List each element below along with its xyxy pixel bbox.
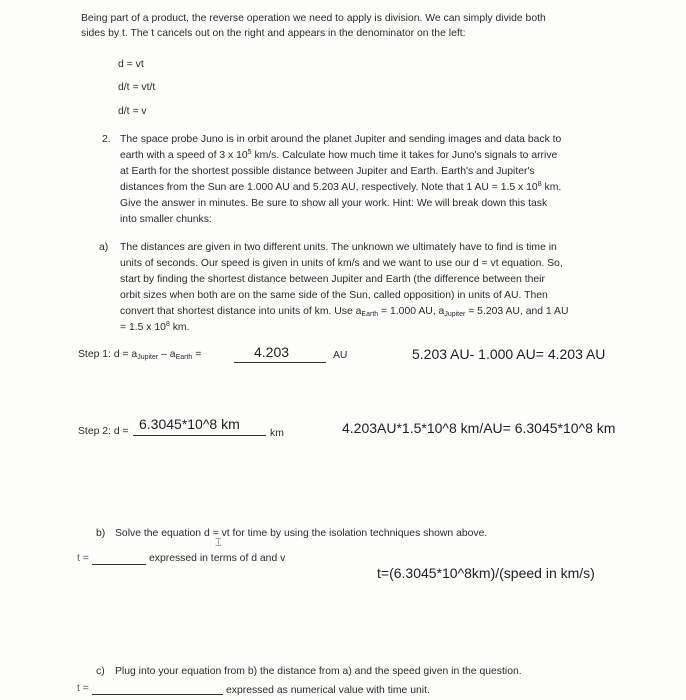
part-a-line-4: orbit sizes when both are on the same side of the Sun, called opposition) in units of AU. Then <box>120 290 548 301</box>
step-1-minus: – a <box>158 349 176 360</box>
step-1-work: 5.203 AU- 1.000 AU= 4.203 AU <box>412 346 606 362</box>
q2-line-4 <box>120 180 561 195</box>
q2-exponent-5: 5 <box>247 149 252 156</box>
q2-line-2b: km/s. Calculate how much time it takes for Juno's signals to arrive <box>251 150 558 161</box>
part-c-hint: expressed as numerical value with time unit. <box>226 685 430 696</box>
sub-earth: Earth <box>361 311 379 318</box>
part-a-line-5c: = 5.203 AU, and 1 AU <box>465 306 569 317</box>
intro-line-2: sides by t. The t cancels out on the right and appears in the denominator on the left: <box>81 28 466 39</box>
step-1-sub-earth: Earth <box>175 354 193 361</box>
part-b-t-label: t = <box>77 553 89 564</box>
part-a-line-2: units of seconds. Our speed is given in units of km/s and we want to use our d = vt equation. So, <box>120 258 563 269</box>
insertion-caret-icon: ⌶ <box>215 537 222 549</box>
step-2-unit: km <box>270 428 284 439</box>
step-1-label <box>78 347 201 365</box>
part-b-answer-field[interactable] <box>92 552 146 565</box>
part-a-exponent-8: 8 <box>165 321 170 328</box>
step-1-sub-jupiter: Jupiter <box>137 354 159 361</box>
part-a-line-5a: convert that shortest distance into units of km. Use a <box>120 306 362 317</box>
step-1-equals: = <box>192 349 202 360</box>
part-b-work: t=(6.3045*10^8km)/(speed in km/s) <box>377 565 595 581</box>
equation-3: d/t = v <box>118 106 147 117</box>
q2-line-4b: km. <box>541 182 562 193</box>
step-1-unit: AU <box>333 350 348 361</box>
step-2-work: 4.203AU*1.5*10^8 km/AU= 6.3045*10^8 km <box>342 420 616 436</box>
part-a-line-6b: km. <box>169 322 190 333</box>
step-2-answer-field[interactable] <box>133 415 266 436</box>
part-a-line-3: start by finding the shortest distance between Jupiter and Earth (the difference between their <box>120 274 545 285</box>
q2-line-4a: distances from the Sun are 1.000 AU and 5.203 AU, respectively. Note that 1 AU = 1.5 x 10 <box>120 182 538 193</box>
sub-jupiter: Jupiter <box>444 311 466 318</box>
part-a-line-6 <box>120 320 189 335</box>
question-number: 2. <box>102 134 111 145</box>
q2-line-2a: earth with a speed of 3 x 10 <box>120 150 248 161</box>
part-a-label: a) <box>99 242 109 253</box>
part-a-line-5b: = 1.000 AU, a <box>378 306 445 317</box>
part-a-line-6a: = 1.5 x 10 <box>120 322 166 333</box>
part-a-line-1: The distances are given in two different units. The unknown we ultimately have to find is time in <box>120 242 557 253</box>
part-c-answer-field[interactable] <box>92 682 223 695</box>
part-c-t-label: t = <box>77 683 89 694</box>
step-1-answer-field[interactable] <box>234 344 326 363</box>
q2-line-2 <box>120 148 557 163</box>
q2-line-1: The space probe Juno is in orbit around the planet Jupiter and sending images and data back to <box>120 134 562 145</box>
q2-line-5: Give the answer in minutes. Be sure to show all your work. Hint: We will break down this task <box>120 198 548 209</box>
q2-line-6: into smaller chunks: <box>120 214 212 225</box>
step-2-label: Step 2: d = <box>78 426 129 437</box>
step-1-answer: 4.203 <box>254 344 290 360</box>
part-b-hint: expressed in terms of d and v <box>149 553 286 564</box>
part-c-label: c) <box>96 666 105 677</box>
step-2-answer: 6.3045*10^8 km <box>139 416 240 432</box>
q2-exponent-8: 8 <box>537 181 542 188</box>
part-b-text: Solve the equation d = vt for time by using the isolation techniques shown above. <box>115 528 488 539</box>
part-c-text: Plug into your equation from b) the distance from a) and the speed given in the question. <box>115 666 522 677</box>
equation-2: d/t = vt/t <box>118 82 156 93</box>
equation-1: d = vt <box>118 59 144 70</box>
part-b-label: b) <box>96 528 106 539</box>
intro-line-1: Being part of a product, the reverse operation we need to apply is division. We can simply divide both <box>81 13 546 24</box>
step-1-prefix: Step 1: d = a <box>78 349 138 360</box>
q2-line-3: at Earth for the shortest possible distance between Jupiter and Earth. Earth's and Jupiter's <box>120 166 535 177</box>
